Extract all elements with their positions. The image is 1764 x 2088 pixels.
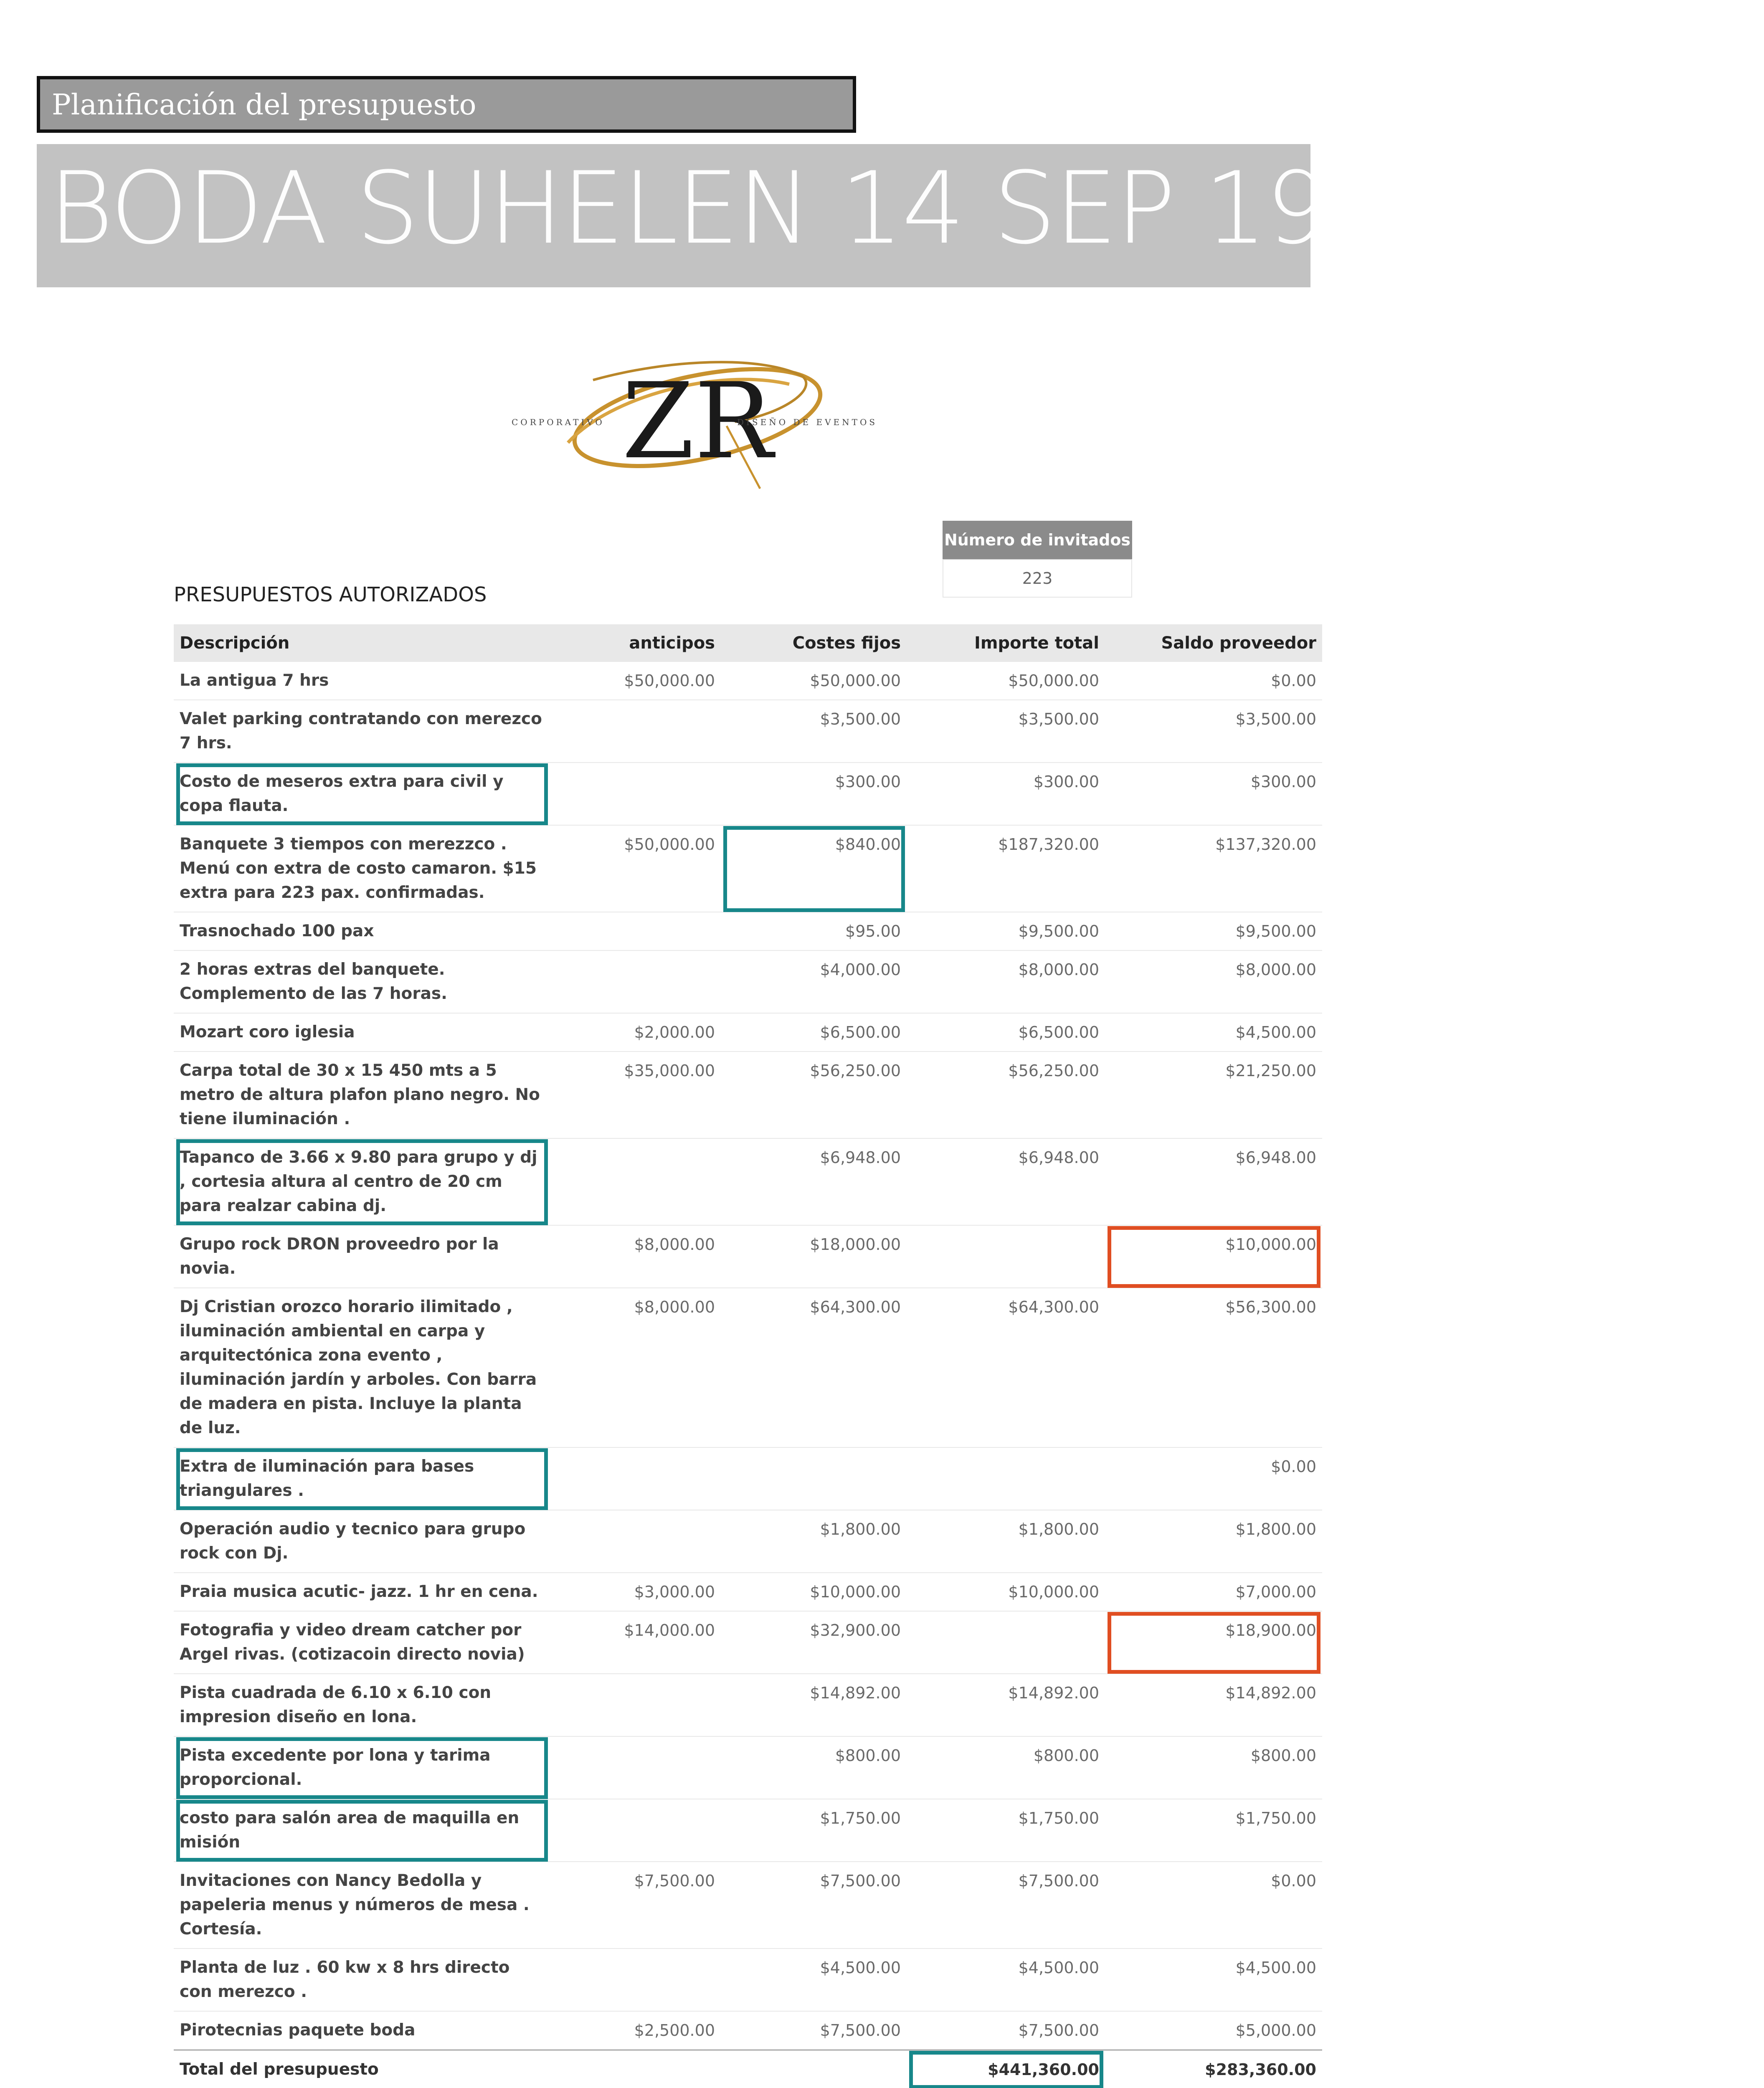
row-costes-fijos: $18,000.00 — [721, 1225, 907, 1288]
row-descripcion: Costo de meseros extra para civil y copa flauta. — [174, 763, 550, 825]
highlight-box-teal — [176, 1737, 548, 1799]
row-importe-total: $4,500.00 — [907, 1949, 1105, 2011]
row-anticipos: $14,000.00 — [550, 1611, 721, 1674]
row-importe-total: $300.00 — [907, 763, 1105, 825]
row-importe-total: $3,500.00 — [907, 700, 1105, 763]
row-descripcion: Pista cuadrada de 6.10 x 6.10 con impresion diseño en lona. — [174, 1674, 550, 1736]
row-descripcion: Extra de iluminación para bases triangulares . — [174, 1447, 550, 1510]
total-label: Total del presupuesto — [174, 2050, 550, 2088]
subtitle-bar — [37, 76, 856, 133]
row-anticipos: $50,000.00 — [550, 662, 721, 700]
row-importe-total: $64,300.00 — [907, 1288, 1105, 1447]
table-row — [174, 1013, 1322, 1052]
row-saldo-proveedor: $300.00 — [1105, 763, 1322, 825]
row-saldo-proveedor: $5,000.00 — [1105, 2011, 1322, 2050]
row-importe-total: $56,250.00 — [907, 1052, 1105, 1138]
row-saldo-proveedor: $10,000.00 — [1105, 1225, 1322, 1288]
total-importe-total: $441,360.00 — [907, 2050, 1105, 2088]
company-logo — [501, 351, 894, 501]
row-importe-total — [907, 1225, 1105, 1288]
table-row — [174, 950, 1322, 1013]
section-title: PRESUPUESTOS AUTORIZADOS — [174, 583, 487, 606]
row-costes-fijos: $7,500.00 — [721, 2011, 907, 2050]
row-saldo-proveedor: $1,800.00 — [1105, 1510, 1322, 1573]
row-descripcion: Carpa total de 30 x 15 450 mts a 5 metro de altura plafon plano negro. No tiene iluminación . — [174, 1052, 550, 1138]
row-anticipos: $3,000.00 — [550, 1573, 721, 1611]
highlight-box-red — [1108, 1226, 1320, 1288]
guests-value: 223 — [943, 559, 1132, 598]
row-saldo-proveedor: $0.00 — [1105, 662, 1322, 700]
row-importe-total: $9,500.00 — [907, 912, 1105, 950]
row-anticipos: $35,000.00 — [550, 1052, 721, 1138]
row-costes-fijos: $7,500.00 — [721, 1862, 907, 1949]
row-descripcion: costo para salón area de maquilla en misión — [174, 1799, 550, 1862]
row-costes-fijos: $95.00 — [721, 912, 907, 950]
row-costes-fijos: $4,500.00 — [721, 1949, 907, 2011]
highlight-box-teal — [176, 1448, 548, 1510]
row-costes-fijos: $64,300.00 — [721, 1288, 907, 1447]
row-importe-total: $6,500.00 — [907, 1013, 1105, 1052]
row-saldo-proveedor: $7,000.00 — [1105, 1573, 1322, 1611]
row-costes-fijos: $4,000.00 — [721, 950, 907, 1013]
row-descripcion: Invitaciones con Nancy Bedolla y papeleria menus y números de mesa . Cortesía. — [174, 1862, 550, 1949]
row-descripcion: Dj Cristian orozco horario ilimitado , iluminación ambiental en carpa y arquitectónica zona evento , iluminación jardín y arboles. Con barra de madera en pista. Incluye la planta de luz. — [174, 1288, 550, 1447]
subtitle-text: Planificación del presupuesto — [52, 89, 476, 122]
row-saldo-proveedor: $137,320.00 — [1105, 825, 1322, 912]
row-descripcion: Pirotecnias paquete boda — [174, 2011, 550, 2050]
row-costes-fijos: $3,500.00 — [721, 700, 907, 763]
row-saldo-proveedor: $0.00 — [1105, 1862, 1322, 1949]
row-saldo-proveedor: $9,500.00 — [1105, 912, 1322, 950]
row-costes-fijos: $800.00 — [721, 1736, 907, 1799]
row-anticipos — [550, 950, 721, 1013]
table-header-row — [174, 624, 1322, 662]
row-importe-total: $14,892.00 — [907, 1674, 1105, 1736]
total-saldo-proveedor: $283,360.00 — [1105, 2050, 1322, 2088]
row-descripcion: Fotografia y video dream catcher por Argel rivas. (cotizacoin directo novia) — [174, 1611, 550, 1674]
row-anticipos — [550, 700, 721, 763]
row-anticipos — [550, 1949, 721, 2011]
col-descripcion: Descripción — [174, 624, 550, 662]
row-saldo-proveedor: $0.00 — [1105, 1447, 1322, 1510]
total-anticipos — [550, 2050, 721, 2088]
row-costes-fijos: $56,250.00 — [721, 1052, 907, 1138]
row-costes-fijos: $10,000.00 — [721, 1573, 907, 1611]
highlight-box-teal — [176, 1139, 548, 1225]
table-row — [174, 1510, 1322, 1573]
table-row — [174, 700, 1322, 763]
row-saldo-proveedor: $6,948.00 — [1105, 1138, 1322, 1225]
col-importe-total: Importe total — [907, 624, 1105, 662]
row-anticipos: $8,000.00 — [550, 1225, 721, 1288]
table-row — [174, 1288, 1322, 1447]
guests-label: Número de invitados — [943, 521, 1132, 559]
row-anticipos — [550, 1510, 721, 1573]
table-row — [174, 2011, 1322, 2050]
row-costes-fijos: $1,750.00 — [721, 1799, 907, 1862]
highlight-box-teal — [176, 763, 548, 825]
row-anticipos — [550, 1736, 721, 1799]
row-anticipos — [550, 912, 721, 950]
logo-graphic — [501, 351, 894, 501]
col-costes-fijos: Costes fijos — [721, 624, 907, 662]
row-descripcion: Pista excedente por lona y tarima proporcional. — [174, 1736, 550, 1799]
table-row — [174, 912, 1322, 950]
row-costes-fijos: $6,500.00 — [721, 1013, 907, 1052]
title-bar — [37, 144, 1327, 287]
row-descripcion: Praia musica acutic- jazz. 1 hr en cena. — [174, 1573, 550, 1611]
row-descripcion: Tapanco de 3.66 x 9.80 para grupo y dj , cortesia altura al centro de 20 cm para realzar cabina dj. — [174, 1138, 550, 1225]
row-descripcion: La antigua 7 hrs — [174, 662, 550, 700]
highlight-box-red — [1108, 1612, 1320, 1674]
row-descripcion: Planta de luz . 60 kw x 8 hrs directo con merezco . — [174, 1949, 550, 2011]
row-anticipos — [550, 1799, 721, 1862]
logo-right-text: DISEÑO DE EVENTOS — [737, 417, 878, 427]
total-row — [174, 2050, 1322, 2088]
row-importe-total: $10,000.00 — [907, 1573, 1105, 1611]
row-anticipos — [550, 1138, 721, 1225]
row-importe-total: $7,500.00 — [907, 1862, 1105, 1949]
row-saldo-proveedor: $18,900.00 — [1105, 1611, 1322, 1674]
row-costes-fijos: $6,948.00 — [721, 1138, 907, 1225]
row-anticipos: $7,500.00 — [550, 1862, 721, 1949]
row-costes-fijos: $840.00 — [721, 825, 907, 912]
highlight-box-teal — [723, 826, 905, 912]
row-costes-fijos: $50,000.00 — [721, 662, 907, 700]
table-row — [174, 662, 1322, 700]
row-anticipos: $2,500.00 — [550, 2011, 721, 2050]
row-saldo-proveedor: $800.00 — [1105, 1736, 1322, 1799]
row-importe-total: $1,750.00 — [907, 1799, 1105, 1862]
row-saldo-proveedor: $1,750.00 — [1105, 1799, 1322, 1862]
row-anticipos — [550, 1447, 721, 1510]
row-saldo-proveedor: $56,300.00 — [1105, 1288, 1322, 1447]
table-row — [174, 1573, 1322, 1611]
table-row — [174, 1052, 1322, 1138]
highlight-box-teal — [909, 2051, 1103, 2088]
row-importe-total: $6,948.00 — [907, 1138, 1105, 1225]
row-saldo-proveedor: $3,500.00 — [1105, 700, 1322, 763]
row-importe-total — [907, 1447, 1105, 1510]
row-costes-fijos — [721, 1447, 907, 1510]
row-importe-total: $7,500.00 — [907, 2011, 1105, 2050]
row-importe-total: $1,800.00 — [907, 1510, 1105, 1573]
page-title: BODA SUHELEN 14 SEP 19 — [48, 151, 1327, 266]
row-anticipos: $2,000.00 — [550, 1013, 721, 1052]
row-descripcion: Mozart coro iglesia — [174, 1013, 550, 1052]
row-costes-fijos: $32,900.00 — [721, 1611, 907, 1674]
logo-monogram: ZR — [622, 360, 773, 482]
table-row — [174, 1862, 1322, 1949]
col-saldo-proveedor: Saldo proveedor — [1105, 624, 1322, 662]
row-importe-total: $800.00 — [907, 1736, 1105, 1799]
total-costes-fijos — [721, 2050, 907, 2088]
row-importe-total: $50,000.00 — [907, 662, 1105, 700]
row-anticipos — [550, 1674, 721, 1736]
table-row — [174, 1949, 1322, 2011]
row-descripcion: Valet parking contratando con merezco 7 hrs. — [174, 700, 550, 763]
row-costes-fijos: $300.00 — [721, 763, 907, 825]
row-importe-total: $8,000.00 — [907, 950, 1105, 1013]
row-saldo-proveedor: $21,250.00 — [1105, 1052, 1322, 1138]
logo-left-text: CORPORATIVO — [512, 417, 605, 427]
row-saldo-proveedor: $4,500.00 — [1105, 1013, 1322, 1052]
row-costes-fijos: $1,800.00 — [721, 1510, 907, 1573]
table-row — [174, 1674, 1322, 1736]
row-anticipos — [550, 763, 721, 825]
row-descripcion: Grupo rock DRON proveedro por la novia. — [174, 1225, 550, 1288]
row-costes-fijos: $14,892.00 — [721, 1674, 907, 1736]
row-descripcion: Trasnochado 100 pax — [174, 912, 550, 950]
highlight-box-teal — [176, 1800, 548, 1862]
row-importe-total: $187,320.00 — [907, 825, 1105, 912]
row-importe-total — [907, 1611, 1105, 1674]
row-descripcion: 2 horas extras del banquete. Complemento de las 7 horas. — [174, 950, 550, 1013]
row-descripcion: Operación audio y tecnico para grupo rock con Dj. — [174, 1510, 550, 1573]
row-anticipos: $8,000.00 — [550, 1288, 721, 1447]
row-descripcion: Banquete 3 tiempos con merezzco . Menú con extra de costo camaron. $15 extra para 223 pax. confirmadas. — [174, 825, 550, 912]
col-anticipos: anticipos — [550, 624, 721, 662]
row-anticipos: $50,000.00 — [550, 825, 721, 912]
row-saldo-proveedor: $4,500.00 — [1105, 1949, 1322, 2011]
row-saldo-proveedor: $8,000.00 — [1105, 950, 1322, 1013]
row-saldo-proveedor: $14,892.00 — [1105, 1674, 1322, 1736]
